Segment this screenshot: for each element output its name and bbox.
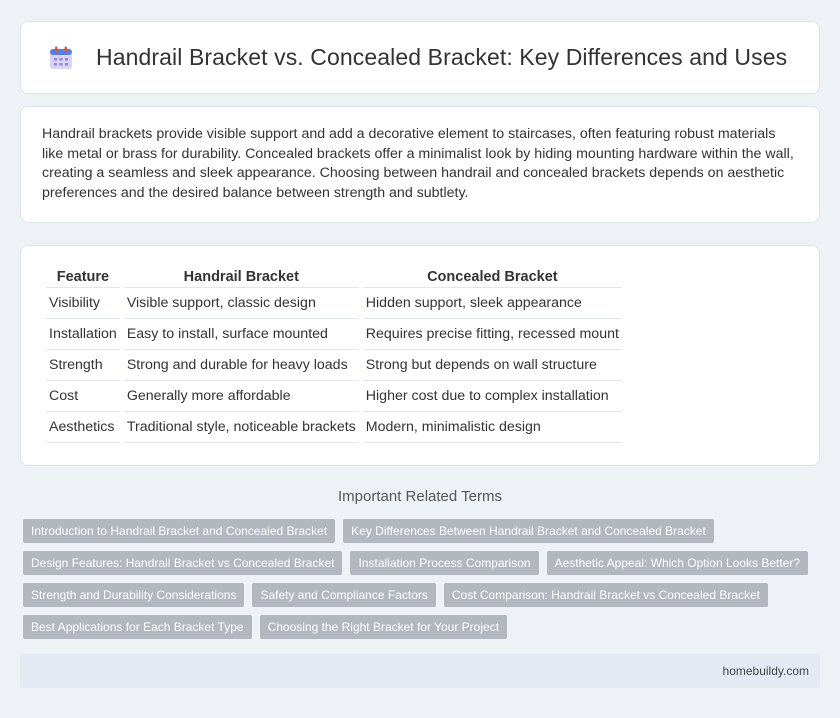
- related-term-tag[interactable]: Aesthetic Appeal: Which Option Looks Better?: [547, 551, 808, 575]
- column-header-feature: Feature: [46, 266, 120, 288]
- tag-row: [23, 615, 823, 639]
- page-title: Handrail Bracket vs. Concealed Bracket: Key Differences and Uses: [96, 44, 788, 70]
- table-row: [46, 381, 622, 412]
- intro-paragraph: Handrail brackets provide visible support and add a decorative element to staircases, often featuring robust materials like metal or brass for durability. Concealed brackets offer a minimalist look by hiding mounting hardware within the wall, creating a seamless and sleek appearance. Choosing between handrail and concealed brackets depends on aesthetic preferences and the desired balance between strength and subtlety.: [42, 126, 794, 201]
- table-cell: Installation: [46, 319, 120, 350]
- related-term-tag[interactable]: Design Features: Handrail Bracket vs Concealed Bracket: [23, 551, 342, 575]
- table-cell: Cost: [46, 381, 120, 412]
- table-cell: Strong and durable for heavy loads: [124, 350, 359, 381]
- table-row: [46, 412, 622, 443]
- table-cell: Generally more affordable: [124, 381, 359, 412]
- related-term-tag[interactable]: Cost Comparison: Handrail Bracket vs Concealed Bracket: [444, 583, 768, 607]
- related-term-tag[interactable]: Strength and Durability Considerations: [23, 583, 244, 607]
- footer-site: homebuildy.com: [722, 664, 809, 678]
- table-row: [46, 319, 622, 350]
- calendar-icon: [48, 45, 74, 71]
- related-term-tag[interactable]: Safety and Compliance Factors: [252, 583, 435, 607]
- table-cell: Visibility: [46, 288, 120, 319]
- table-cell: Higher cost due to complex installation: [363, 381, 622, 412]
- table-cell: Aesthetics: [46, 412, 120, 443]
- table-cell: Modern, minimalistic design: [363, 412, 622, 443]
- table-cell: Visible support, classic design: [124, 288, 359, 319]
- header-card: [20, 21, 820, 94]
- related-term-tag[interactable]: Best Applications for Each Bracket Type: [23, 615, 252, 639]
- footer: [20, 654, 820, 688]
- table-cell: Hidden support, sleek appearance: [363, 288, 622, 319]
- table-cell: Requires precise fitting, recessed mount: [363, 319, 622, 350]
- related-term-tag[interactable]: Introduction to Handrail Bracket and Concealed Bracket: [23, 519, 335, 543]
- comparison-table: [42, 266, 626, 443]
- related-term-tag[interactable]: Key Differences Between Handrail Bracket and Concealed Bracket: [343, 519, 714, 543]
- table-row: [46, 288, 622, 319]
- related-terms-title: Important Related Terms: [338, 488, 502, 505]
- table-header-row: [46, 266, 622, 288]
- comparison-card: [20, 245, 820, 466]
- tag-row: [23, 519, 823, 543]
- tag-row: [23, 551, 823, 575]
- column-header-concealed: Concealed Bracket: [363, 266, 622, 288]
- related-term-tag[interactable]: Installation Process Comparison: [350, 551, 538, 575]
- related-terms-list: [23, 519, 823, 647]
- intro-card: [20, 106, 820, 223]
- table-cell: Easy to install, surface mounted: [124, 319, 359, 350]
- tag-row: [23, 583, 823, 607]
- table-cell: Traditional style, noticeable brackets: [124, 412, 359, 443]
- related-term-tag[interactable]: Choosing the Right Bracket for Your Project: [260, 615, 507, 639]
- table-cell: Strength: [46, 350, 120, 381]
- column-header-handrail: Handrail Bracket: [124, 266, 359, 288]
- table-row: [46, 350, 622, 381]
- table-cell: Strong but depends on wall structure: [363, 350, 622, 381]
